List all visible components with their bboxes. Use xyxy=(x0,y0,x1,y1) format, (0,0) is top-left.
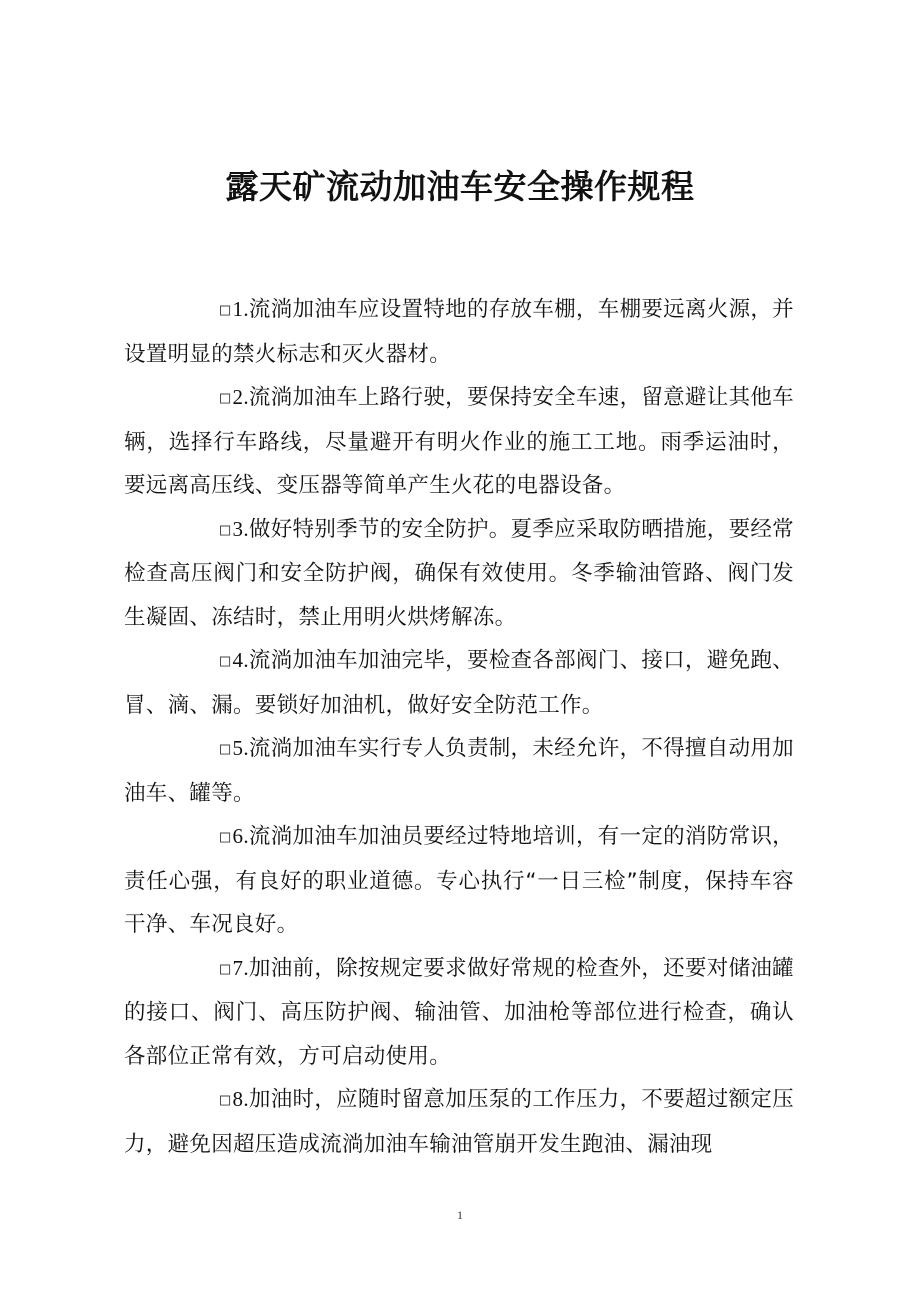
page-number: 1 xyxy=(457,1208,463,1222)
paragraph-number: 6. xyxy=(232,824,249,848)
paragraph-text: 流淌加油车加油员要经过特地培训，有一定的消防常识，责任心强，有良好的职业道德。专心执行“一日三检”制度，保持车容干净、车况良好。 xyxy=(124,824,794,937)
paragraph-text: 流淌加油车加油完毕，要检查各部阀门、接口，避免跑、冒、滴、漏。要锁好加油机，做好安全防范工作。 xyxy=(124,648,794,718)
document-title: 露天矿流动加油车安全操作规程 xyxy=(225,167,695,206)
bullet-box-icon: □ xyxy=(220,300,231,320)
paragraph-number: 8. xyxy=(232,1087,249,1111)
paragraph-number: 2. xyxy=(232,385,249,409)
bullet-box-icon: □ xyxy=(220,1090,231,1110)
paragraph-8 xyxy=(124,1078,794,1166)
paragraph-text: 流淌加油车应设置特地的存放车棚，车棚要远离火源，并设置明显的禁火标志和灭火器材。 xyxy=(124,297,794,367)
paragraph-5 xyxy=(124,727,794,815)
paragraph-number: 1. xyxy=(232,297,249,321)
paragraph-number: 4. xyxy=(232,648,249,672)
bullet-box-icon: □ xyxy=(220,651,231,671)
bullet-box-icon: □ xyxy=(220,739,231,759)
paragraph-text: 加油时，应随时留意加压泵的工作压力，不要超过额定压力，避免因超压造成流淌加油车输油管崩开发生跑油、漏油现 xyxy=(124,1087,794,1157)
paragraph-number: 5. xyxy=(232,736,249,760)
bullet-box-icon: □ xyxy=(220,388,231,408)
paragraph-1 xyxy=(124,288,794,376)
paragraph-2 xyxy=(124,376,794,508)
paragraph-number: 3. xyxy=(232,516,249,541)
paragraph-3 xyxy=(124,508,794,640)
bullet-box-icon: □ xyxy=(220,519,231,540)
paragraph-7 xyxy=(124,947,794,1079)
document-body xyxy=(124,288,794,1166)
paragraph-6 xyxy=(124,815,794,947)
paragraph-text: 做好特别季节的安全防护。夏季应采取防晒措施，要经常检查高压阀门和安全防护阀，确保有效使用。冬季输油管路、阀门发生凝固、冻结时，禁止用明火烘烤解冻。 xyxy=(124,516,794,630)
bullet-box-icon: □ xyxy=(220,827,231,847)
paragraph-number: 7. xyxy=(232,955,249,980)
bullet-box-icon: □ xyxy=(220,958,231,979)
paragraph-4 xyxy=(124,639,794,727)
paragraph-text: 流淌加油车上路行驶，要保持安全车速，留意避让其他车辆，选择行车路线，尽量避开有明火作业的施工工地。雨季运油时，要远离高压线、变压器等简单产生火花的电器设备。 xyxy=(124,385,794,498)
paragraph-text: 流淌加油车实行专人负责制，未经允许，不得擅自动用加油车、罐等。 xyxy=(124,736,794,806)
paragraph-text: 加油前，除按规定要求做好常规的检查外，还要对储油罐的接口、阀门、高压防护阀、输油管、加油枪等部位进行检查，确认各部位正常有效，方可启动使用。 xyxy=(124,955,794,1069)
